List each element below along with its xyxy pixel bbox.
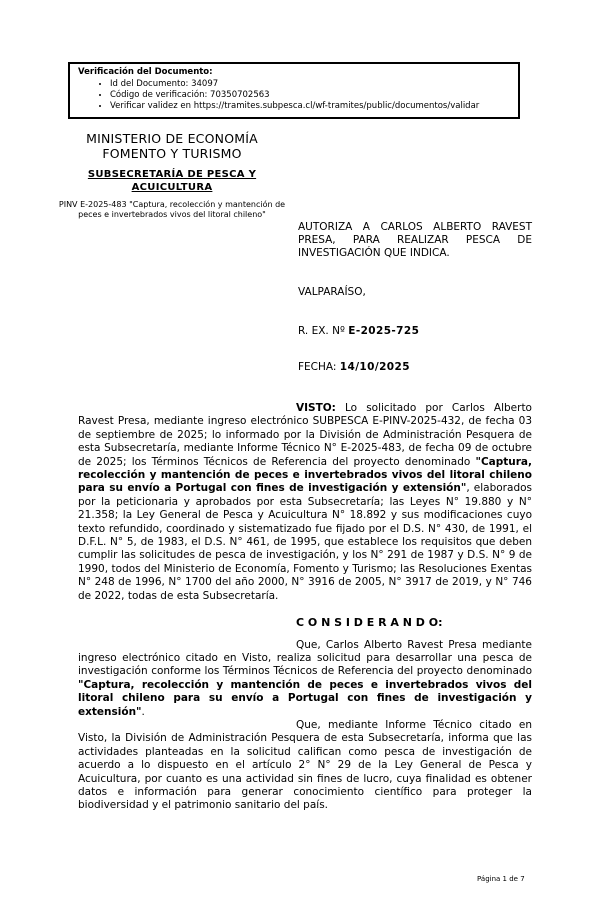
date-label: FECHA: [298, 361, 340, 373]
ministry-name-line1: MINISTERIO DE ECONOMÍA [86, 131, 258, 146]
visto-paragraph: VISTO: Lo solicitado por Carlos Alberto Ravest Presa, mediante ingreso electrónico SUBPESCA E-PINV-2025-432, de fecha 03 de septiembre de 2025; lo informado por la División de Administración Pesquera de esta Subsecretaría, mediante Informe Técnico N° E-2025-483, de fecha 09 de octubre de 2025; los Términos Técnicos de Referencia del proyecto denominado "Captura, recolección y mantención de peces e invertebrados vivos del litoral chileno para su envío a Portugal con fines de investigación y extensión", elaborados por la peticionaria y aprobados por esta Subsecretaría; las Leyes N° 19.880 y N° 21.358; la Ley General de Pesca y Acuicultura N° 18.892 y sus modificaciones cuyo texto refundido, coordinado y sistematizado fue fijado por el D.S. N° 430, de 1991, el D.F.L. N° 5, de 1983, el D.S. N° 461, de 1995, que establece los requisitos que deben cumplir las solicitudes de pesca de investigación, y los N° 291 de 1987 y D.S. N° 9 de 1990, todos del Ministerio de Economía, Fomento y Turismo; las Resoluciones Exentas N° 248 de 1996, N° 1700 del año 2000, N° 3916 de 2005, N° 3917 de 2019, y N° 746 de 2022, todas de esta Subsecretaría. [78, 402, 532, 602]
ministry-name-line2: FOMENTO Y TURISMO [102, 146, 242, 161]
resolution-subject: AUTORIZA A CARLOS ALBERTO RAVEST PRESA, PARA REALIZAR PESCA DE INVESTIGACIÓN QUE INDICA. [298, 221, 532, 259]
city-line: VALPARAÍSO, [298, 286, 366, 298]
date-value: 14/10/2025 [339, 361, 410, 373]
verification-list [78, 79, 512, 112]
considerando-heading: C O N S I D E R A N D O: [296, 616, 443, 630]
considerando-paragraph-1: Que, Carlos Alberto Ravest Presa mediante ingreso electrónico citado en Visto, realiza solicitud para desarrollar una pesca de investigación conforme los Términos Técnicos de Referencia del proyecto denominado "Captura, recolección y mantención de peces e invertebrados vivos del litoral chileno para su envío a Portugal con fines de investigación y extensión". [78, 638, 532, 718]
resolution-label: R. EX. Nº [298, 325, 349, 337]
resolution-header [298, 221, 532, 373]
project-reference: PINV E-2025-483 "Captura, recolección y mantención de peces e invertebrados vivos del litoral chileno" [58, 200, 286, 219]
verification-item-document-id: • Id del Documento: 34097 [110, 79, 512, 90]
date-line [298, 361, 532, 373]
verification-item-url: • Verificar validez en https://tramites.subpesca.cl/wf-tramites/public/documentos/validar [110, 101, 512, 112]
verification-box [68, 62, 520, 119]
resolution-body [78, 402, 532, 813]
verification-item-code: • Código de verificación: 70350702563 [110, 90, 512, 101]
considerando-paragraph-2: Que, mediante Informe Técnico citado en Visto, la División de Administración Pesquera de esta Subsecretaría, informa que las actividades planteadas en la solicitud califican como pesca de investigación de acuerdo a lo dispuesto en el artículo 2° N° 29 de la Ley General de Pesca y Acuicultura, por cuanto es una actividad sin fines de lucro, cuya finalidad es obtener datos e información para generar conocimiento científico para proteger la biodiversidad y el patrimonio sanitario del país. [78, 718, 532, 812]
resolution-number-line [298, 325, 532, 337]
letterhead [22, 131, 322, 220]
ministry-name [22, 131, 322, 161]
page-number: Página 1 de 7 [477, 875, 525, 883]
resolution-number: E-2025-725 [348, 325, 420, 337]
verification-title: Verificación del Documento: [78, 67, 213, 77]
department-name: SUBSECRETARÍA DE PESCA Y ACUICULTURA [87, 169, 257, 193]
